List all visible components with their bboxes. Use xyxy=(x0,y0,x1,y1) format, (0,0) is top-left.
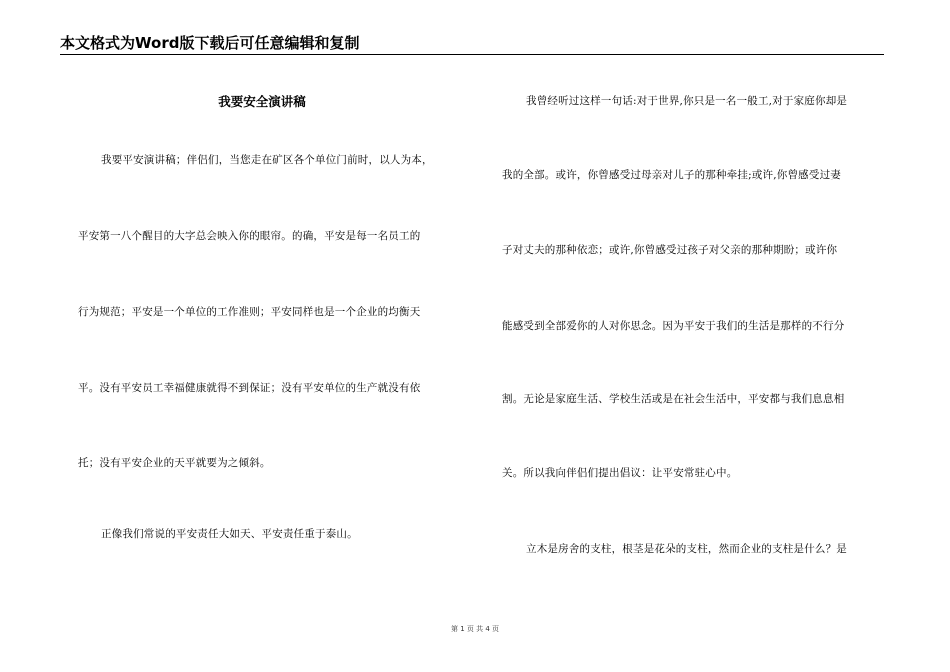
paragraph-line: 平安第一八个醒目的大字总会映入你的眼帘。的确，平安是每一名员工的 xyxy=(78,230,421,242)
paragraph-line: 能感受到全部爱你的人对你思念。因为平安于我们的生活是那样的不行分 xyxy=(502,320,845,332)
paragraph-line: 托；没有平安企业的天平就要为之倾斜。 xyxy=(78,457,271,469)
paragraph-line: 子对丈夫的那种依恋；或许,你曾感受过孩子对父亲的那种期盼；或许你 xyxy=(502,244,838,256)
page-number-footer: 第 1 页 共 4 页 xyxy=(450,625,500,633)
paragraph-line: 正像我们常说的平安责任大如天、平安责任重于泰山。 xyxy=(101,528,358,540)
paragraph-line: 关。所以我向伴侣们提出倡议：让平安常驻心中。 xyxy=(502,467,738,479)
paragraph-line: 割。无论是家庭生活、学校生活或是在社会生活中，平安都与我们息息相 xyxy=(502,393,845,405)
document-title: 我要安全演讲稿 xyxy=(218,94,306,109)
paragraph-line: 我曾经听过这样一句话:对于世界,你只是一名一般工,对于家庭你却是 xyxy=(526,95,848,107)
paragraph-line: 我要平安演讲稿；伴侣们，当您走在矿区各个单位门前时，以人为本， xyxy=(101,154,433,166)
paragraph-line: 我的全部。或许，你曾感受过母亲对儿子的那种牵挂;或许,你曾感受过妻 xyxy=(502,169,841,181)
paragraph-line: 平。没有平安员工幸福健康就得不到保证；没有平安单位的生产就没有依 xyxy=(78,382,421,394)
paragraph-line: 立木是房舍的支柱，根茎是花朵的支柱，然而企业的支柱是什么？是 xyxy=(526,543,847,555)
header-divider xyxy=(60,54,884,55)
download-notice-header: 本文格式为Word版下载后可任意编辑和复制 xyxy=(60,34,360,52)
paragraph-line: 行为规范；平安是一个单位的工作准则；平安同样也是一个企业的均衡天 xyxy=(78,306,421,318)
